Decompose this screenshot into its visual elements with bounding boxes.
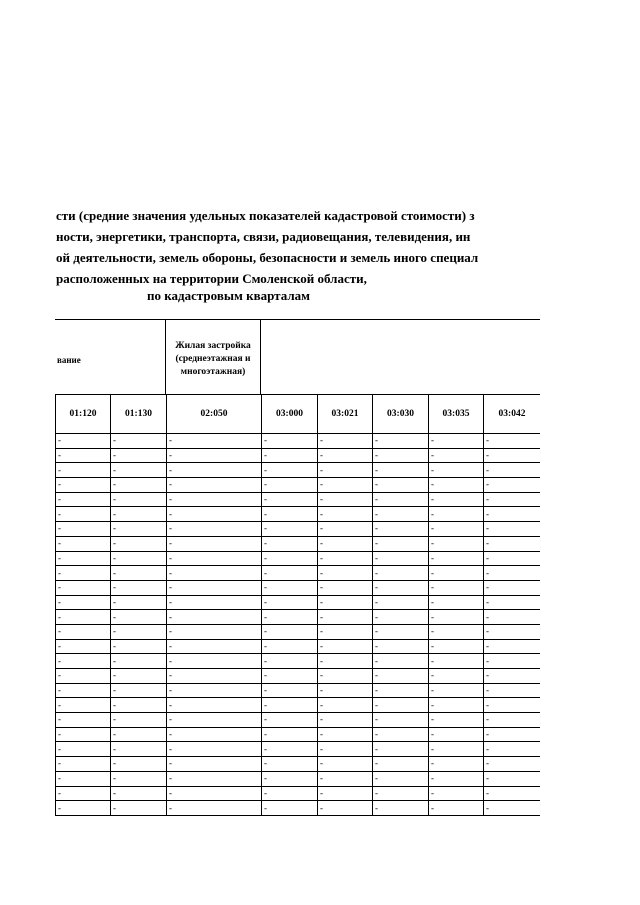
value-cell: - bbox=[484, 580, 541, 595]
value-cell: - bbox=[262, 492, 318, 507]
value-cell: - bbox=[484, 478, 541, 493]
table-row bbox=[56, 595, 541, 610]
value-cell: - bbox=[373, 522, 429, 537]
value-cell: - bbox=[262, 463, 318, 478]
header-name-label: вание bbox=[57, 355, 81, 365]
value-cell: - bbox=[262, 610, 318, 625]
value-cell: - bbox=[484, 551, 541, 566]
value-cell: - bbox=[318, 551, 373, 566]
value-cell: - bbox=[262, 669, 318, 684]
quarter-code-row bbox=[56, 395, 541, 434]
value-cell: - bbox=[111, 522, 167, 537]
value-cell: - bbox=[111, 478, 167, 493]
value-cell: - bbox=[56, 478, 111, 493]
value-cell: - bbox=[262, 507, 318, 522]
value-cell: - bbox=[318, 448, 373, 463]
value-cell: - bbox=[167, 478, 262, 493]
quarter-code: 01:130 bbox=[111, 395, 167, 434]
table-row bbox=[56, 771, 541, 786]
value-cell: - bbox=[484, 448, 541, 463]
value-cell: - bbox=[373, 624, 429, 639]
value-cell: - bbox=[373, 551, 429, 566]
value-cell: - bbox=[429, 771, 484, 786]
value-cell: - bbox=[318, 492, 373, 507]
value-cell: - bbox=[111, 801, 167, 816]
value-cell: - bbox=[429, 507, 484, 522]
value-cell: - bbox=[56, 654, 111, 669]
title-line-1: сти (средние значения удельных показателей кадастровой стоимости) з bbox=[56, 208, 475, 223]
value-cell: - bbox=[318, 683, 373, 698]
value-cell: - bbox=[373, 757, 429, 772]
value-cell: - bbox=[373, 434, 429, 449]
value-cell: - bbox=[56, 742, 111, 757]
value-cell: - bbox=[262, 727, 318, 742]
table-row bbox=[56, 536, 541, 551]
value-cell: - bbox=[484, 434, 541, 449]
value-cell: - bbox=[56, 448, 111, 463]
value-cell: - bbox=[484, 771, 541, 786]
value-cell: - bbox=[262, 522, 318, 537]
value-cell: - bbox=[56, 595, 111, 610]
table-row bbox=[56, 610, 541, 625]
value-cell: - bbox=[111, 727, 167, 742]
value-cell: - bbox=[262, 434, 318, 449]
value-cell: - bbox=[167, 786, 262, 801]
value-cell: - bbox=[373, 742, 429, 757]
value-cell: - bbox=[111, 698, 167, 713]
value-cell: - bbox=[111, 713, 167, 728]
value-cell: - bbox=[262, 786, 318, 801]
value-cell: - bbox=[484, 654, 541, 669]
value-cell: - bbox=[373, 610, 429, 625]
value-cell: - bbox=[167, 742, 262, 757]
value-cell: - bbox=[429, 448, 484, 463]
value-cell: - bbox=[167, 639, 262, 654]
value-cell: - bbox=[262, 624, 318, 639]
value-cell: - bbox=[318, 610, 373, 625]
value-cell: - bbox=[56, 801, 111, 816]
value-cell: - bbox=[111, 771, 167, 786]
quarter-code: 02:050 bbox=[167, 395, 262, 434]
table-row bbox=[56, 566, 541, 581]
value-cell: - bbox=[318, 507, 373, 522]
value-cell: - bbox=[167, 492, 262, 507]
value-cell: - bbox=[429, 610, 484, 625]
value-cell: - bbox=[56, 610, 111, 625]
value-cell: - bbox=[373, 713, 429, 728]
value-cell: - bbox=[318, 727, 373, 742]
table-row bbox=[56, 463, 541, 478]
value-cell: - bbox=[56, 727, 111, 742]
value-cell: - bbox=[429, 683, 484, 698]
value-cell: - bbox=[429, 639, 484, 654]
value-cell: - bbox=[318, 624, 373, 639]
value-cell: - bbox=[111, 757, 167, 772]
value-cell: - bbox=[111, 507, 167, 522]
value-cell: - bbox=[167, 757, 262, 772]
data-grid bbox=[55, 394, 540, 816]
header-blank-cell bbox=[261, 319, 540, 394]
value-cell: - bbox=[262, 654, 318, 669]
value-cell: - bbox=[373, 492, 429, 507]
value-cell: - bbox=[484, 727, 541, 742]
value-cell: - bbox=[56, 639, 111, 654]
value-cell: - bbox=[167, 771, 262, 786]
value-cell: - bbox=[373, 595, 429, 610]
value-cell: - bbox=[318, 713, 373, 728]
value-cell: - bbox=[56, 683, 111, 698]
value-cell: - bbox=[484, 536, 541, 551]
value-cell: - bbox=[167, 536, 262, 551]
value-cell: - bbox=[429, 713, 484, 728]
value-cell: - bbox=[262, 580, 318, 595]
quarter-code: 03:021 bbox=[318, 395, 373, 434]
value-cell: - bbox=[167, 507, 262, 522]
table-row bbox=[56, 639, 541, 654]
value-cell: - bbox=[373, 669, 429, 684]
value-cell: - bbox=[484, 566, 541, 581]
value-cell: - bbox=[262, 771, 318, 786]
value-cell: - bbox=[429, 492, 484, 507]
table-row bbox=[56, 742, 541, 757]
value-cell: - bbox=[167, 669, 262, 684]
value-cell: - bbox=[111, 566, 167, 581]
value-cell: - bbox=[111, 610, 167, 625]
value-cell: - bbox=[318, 698, 373, 713]
value-cell: - bbox=[318, 522, 373, 537]
value-cell: - bbox=[429, 786, 484, 801]
header-residential-label: Жилая застройка (среднеэтажная и многоэтажная) bbox=[175, 341, 251, 377]
value-cell: - bbox=[167, 551, 262, 566]
value-cell: - bbox=[262, 683, 318, 698]
quarter-code: 03:000 bbox=[262, 395, 318, 434]
value-cell: - bbox=[262, 595, 318, 610]
value-cell: - bbox=[429, 434, 484, 449]
value-cell: - bbox=[167, 683, 262, 698]
value-cell: - bbox=[429, 536, 484, 551]
table-row bbox=[56, 522, 541, 537]
table-row bbox=[56, 448, 541, 463]
value-cell: - bbox=[318, 536, 373, 551]
value-cell: - bbox=[167, 713, 262, 728]
value-cell: - bbox=[318, 771, 373, 786]
value-cell: - bbox=[429, 698, 484, 713]
table-row bbox=[56, 478, 541, 493]
value-cell: - bbox=[167, 654, 262, 669]
table-row bbox=[56, 492, 541, 507]
title-line-2: ности, энергетики, транспорта, связи, радиовещания, телевидения, ин bbox=[56, 229, 471, 244]
value-cell: - bbox=[167, 610, 262, 625]
value-cell: - bbox=[318, 434, 373, 449]
value-cell: - bbox=[56, 713, 111, 728]
value-cell: - bbox=[429, 757, 484, 772]
value-cell: - bbox=[484, 492, 541, 507]
value-cell: - bbox=[373, 639, 429, 654]
value-cell: - bbox=[318, 786, 373, 801]
value-cell: - bbox=[373, 698, 429, 713]
value-cell: - bbox=[111, 786, 167, 801]
value-cell: - bbox=[56, 786, 111, 801]
value-cell: - bbox=[111, 654, 167, 669]
value-cell: - bbox=[56, 536, 111, 551]
value-cell: - bbox=[484, 463, 541, 478]
value-cell: - bbox=[262, 742, 318, 757]
value-cell: - bbox=[111, 595, 167, 610]
value-cell: - bbox=[429, 595, 484, 610]
value-cell: - bbox=[262, 448, 318, 463]
value-cell: - bbox=[167, 448, 262, 463]
value-cell: - bbox=[484, 595, 541, 610]
value-cell: - bbox=[484, 713, 541, 728]
value-cell: - bbox=[429, 624, 484, 639]
value-cell: - bbox=[167, 727, 262, 742]
value-cell: - bbox=[262, 639, 318, 654]
table-row bbox=[56, 683, 541, 698]
value-cell: - bbox=[373, 507, 429, 522]
value-cell: - bbox=[56, 507, 111, 522]
value-cell: - bbox=[484, 683, 541, 698]
table-row bbox=[56, 713, 541, 728]
table-row bbox=[56, 727, 541, 742]
value-cell: - bbox=[429, 580, 484, 595]
quarter-code: 03:042 bbox=[484, 395, 541, 434]
value-cell: - bbox=[373, 683, 429, 698]
value-cell: - bbox=[167, 580, 262, 595]
value-cell: - bbox=[56, 522, 111, 537]
value-cell: - bbox=[56, 698, 111, 713]
value-cell: - bbox=[373, 463, 429, 478]
value-cell: - bbox=[373, 566, 429, 581]
value-cell: - bbox=[429, 463, 484, 478]
value-cell: - bbox=[56, 434, 111, 449]
value-cell: - bbox=[318, 580, 373, 595]
value-cell: - bbox=[56, 580, 111, 595]
value-cell: - bbox=[167, 463, 262, 478]
value-cell: - bbox=[56, 566, 111, 581]
quarter-code: 01:120 bbox=[56, 395, 111, 434]
header-name-cell bbox=[55, 319, 166, 394]
value-cell: - bbox=[484, 801, 541, 816]
value-cell: - bbox=[56, 771, 111, 786]
value-cell: - bbox=[373, 727, 429, 742]
value-cell: - bbox=[56, 669, 111, 684]
value-cell: - bbox=[167, 698, 262, 713]
value-cell: - bbox=[262, 566, 318, 581]
value-cell: - bbox=[429, 727, 484, 742]
value-cell: - bbox=[111, 551, 167, 566]
value-cell: - bbox=[373, 801, 429, 816]
value-cell: - bbox=[111, 669, 167, 684]
value-cell: - bbox=[429, 801, 484, 816]
value-cell: - bbox=[429, 522, 484, 537]
title-line-5: по кадастровым кварталам bbox=[147, 288, 310, 303]
document-title bbox=[0, 207, 544, 303]
table-row bbox=[56, 654, 541, 669]
value-cell: - bbox=[429, 669, 484, 684]
table-row bbox=[56, 786, 541, 801]
value-cell: - bbox=[484, 669, 541, 684]
value-cell: - bbox=[111, 580, 167, 595]
value-cell: - bbox=[111, 536, 167, 551]
value-cell: - bbox=[373, 448, 429, 463]
value-cell: - bbox=[484, 624, 541, 639]
value-cell: - bbox=[373, 786, 429, 801]
title-line-4: расположенных на территории Смоленской области, bbox=[56, 271, 367, 286]
value-cell: - bbox=[484, 786, 541, 801]
value-cell: - bbox=[56, 551, 111, 566]
value-cell: - bbox=[111, 683, 167, 698]
table-row bbox=[56, 801, 541, 816]
value-cell: - bbox=[318, 478, 373, 493]
value-cell: - bbox=[484, 639, 541, 654]
value-cell: - bbox=[111, 448, 167, 463]
table-row bbox=[56, 580, 541, 595]
value-cell: - bbox=[318, 463, 373, 478]
value-cell: - bbox=[56, 624, 111, 639]
value-cell: - bbox=[56, 463, 111, 478]
table-row bbox=[56, 698, 541, 713]
table-row bbox=[56, 507, 541, 522]
value-cell: - bbox=[484, 522, 541, 537]
cadastral-value-table bbox=[0, 319, 540, 840]
value-cell: - bbox=[484, 742, 541, 757]
table-row bbox=[56, 434, 541, 449]
value-cell: - bbox=[373, 536, 429, 551]
value-cell: - bbox=[318, 669, 373, 684]
value-cell: - bbox=[318, 639, 373, 654]
value-cell: - bbox=[111, 434, 167, 449]
value-cell: - bbox=[111, 639, 167, 654]
value-cell: - bbox=[373, 580, 429, 595]
value-cell: - bbox=[318, 654, 373, 669]
table-row bbox=[56, 551, 541, 566]
value-cell: - bbox=[262, 551, 318, 566]
value-cell: - bbox=[318, 742, 373, 757]
value-cell: - bbox=[429, 654, 484, 669]
value-cell: - bbox=[167, 801, 262, 816]
value-cell: - bbox=[262, 757, 318, 772]
value-cell: - bbox=[429, 742, 484, 757]
value-cell: - bbox=[318, 566, 373, 581]
value-cell: - bbox=[111, 463, 167, 478]
value-cell: - bbox=[484, 507, 541, 522]
value-cell: - bbox=[484, 757, 541, 772]
value-cell: - bbox=[111, 742, 167, 757]
value-cell: - bbox=[167, 566, 262, 581]
value-cell: - bbox=[484, 610, 541, 625]
value-cell: - bbox=[373, 771, 429, 786]
value-cell: - bbox=[262, 801, 318, 816]
value-cell: - bbox=[167, 434, 262, 449]
value-cell: - bbox=[111, 492, 167, 507]
quarter-code: 03:035 bbox=[429, 395, 484, 434]
value-cell: - bbox=[111, 624, 167, 639]
value-cell: - bbox=[373, 478, 429, 493]
value-cell: - bbox=[429, 566, 484, 581]
quarter-code: 03:030 bbox=[373, 395, 429, 434]
table-row bbox=[56, 624, 541, 639]
value-cell: - bbox=[262, 478, 318, 493]
value-cell: - bbox=[318, 757, 373, 772]
value-cell: - bbox=[318, 595, 373, 610]
value-cell: - bbox=[373, 654, 429, 669]
header-residential-cell bbox=[166, 319, 261, 394]
value-cell: - bbox=[262, 713, 318, 728]
value-cell: - bbox=[262, 698, 318, 713]
table-row bbox=[56, 669, 541, 684]
value-cell: - bbox=[318, 801, 373, 816]
value-cell: - bbox=[56, 492, 111, 507]
value-cell: - bbox=[429, 551, 484, 566]
value-cell: - bbox=[167, 595, 262, 610]
title-line-3: ой деятельности, земель обороны, безопасности и земель иного специал bbox=[56, 250, 479, 265]
value-cell: - bbox=[167, 624, 262, 639]
value-cell: - bbox=[484, 698, 541, 713]
value-cell: - bbox=[262, 536, 318, 551]
value-cell: - bbox=[429, 478, 484, 493]
value-cell: - bbox=[167, 522, 262, 537]
table-row bbox=[56, 757, 541, 772]
value-cell: - bbox=[56, 757, 111, 772]
